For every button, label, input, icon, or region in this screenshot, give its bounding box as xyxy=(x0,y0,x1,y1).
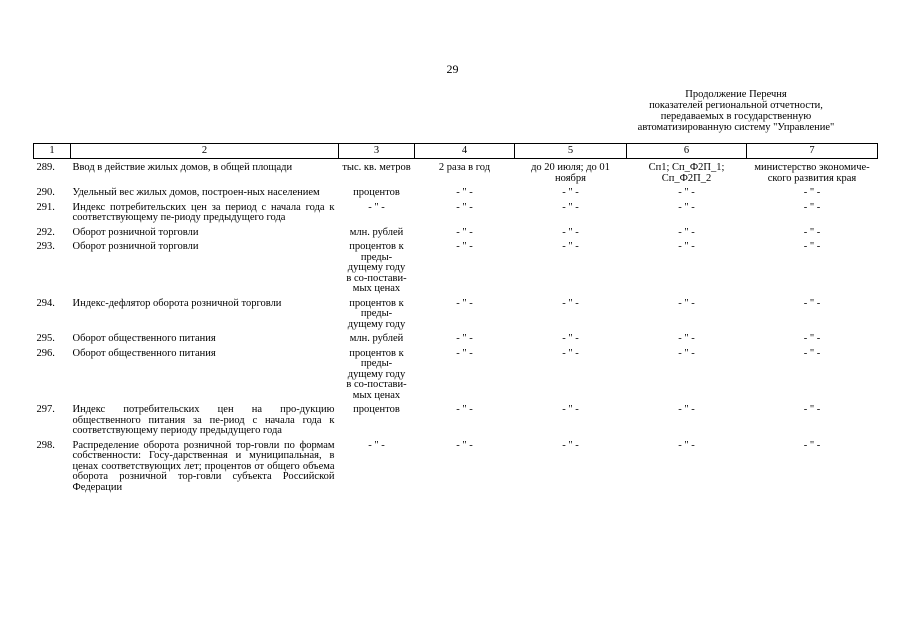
deadline: - " - xyxy=(562,187,579,198)
row-number: 292. xyxy=(36,226,55,238)
unit-of-measure: процентов к преды-дущему году в со-постави-мых ценах xyxy=(346,241,407,294)
continuation-line: показателей региональной отчетности, xyxy=(649,100,823,111)
deadline: - " - xyxy=(562,404,579,415)
recipient: - " - xyxy=(803,333,821,344)
report-form: - " - xyxy=(678,439,695,451)
table-row xyxy=(34,238,878,295)
deadline: - " - xyxy=(562,241,579,252)
column-header: 5 xyxy=(515,144,627,159)
column-header: 7 xyxy=(747,144,878,159)
row-number: 293. xyxy=(36,241,55,252)
deadline: до 20 июля; до 01 ноября xyxy=(531,162,610,184)
recipient: - " - xyxy=(803,404,821,415)
frequency: - " - xyxy=(456,297,473,309)
table-row xyxy=(34,345,878,402)
deadline: - " - xyxy=(562,201,579,213)
report-form: - " - xyxy=(678,404,695,415)
continuation-line: автоматизированную систему "Управление" xyxy=(637,122,835,133)
indicator-name: Оборот общественного питания xyxy=(72,333,216,344)
table-row xyxy=(34,159,878,185)
unit-of-measure: тыс. кв. метров xyxy=(342,162,411,173)
unit-of-measure: - " - xyxy=(368,201,385,213)
unit-of-measure: процентов xyxy=(353,404,400,415)
recipient: - " - xyxy=(803,187,821,198)
report-form: Сп1; Сп_Ф2П_1; Сп_Ф2П_2 xyxy=(648,162,725,184)
report-form: - " - xyxy=(678,226,695,238)
deadline: - " - xyxy=(562,297,579,309)
column-header: 6 xyxy=(627,144,747,159)
recipient: министерство экономиче-ского развития края xyxy=(754,162,870,184)
recipient: - " - xyxy=(803,201,821,213)
table-row xyxy=(34,184,878,199)
continuation-heading xyxy=(606,89,866,133)
recipient: - " - xyxy=(803,347,821,359)
continuation-title: Продолжение Перечня xyxy=(685,89,787,100)
recipient: - " - xyxy=(803,297,821,309)
report-form: - " - xyxy=(678,333,695,344)
frequency: - " - xyxy=(456,241,473,252)
unit-of-measure: - " - xyxy=(368,439,385,451)
table-row xyxy=(34,199,878,224)
unit-of-measure: млн. рублей xyxy=(349,226,404,238)
report-form: - " - xyxy=(678,297,695,309)
column-header: 3 xyxy=(339,144,415,159)
indicator-name: Индекс-дефлятор оборота розничной торговли xyxy=(72,297,282,309)
indicator-name: Удельный вес жилых домов, построен-ных населением xyxy=(72,187,320,198)
indicators-table xyxy=(33,143,878,493)
deadline: - " - xyxy=(562,226,579,238)
indicator-name: Ввод в действие жилых домов, в общей площади xyxy=(72,162,293,173)
deadline: - " - xyxy=(562,347,579,359)
page-number: 29 xyxy=(446,62,459,76)
frequency: - " - xyxy=(456,226,473,238)
report-form: - " - xyxy=(678,201,695,213)
frequency: - " - xyxy=(456,333,473,344)
frequency: 2 раза в год xyxy=(438,162,491,173)
frequency: - " - xyxy=(456,439,473,451)
unit-of-measure: процентов к преды-дущему году xyxy=(347,297,406,330)
row-number: 295. xyxy=(36,333,55,344)
column-header: 1 xyxy=(34,144,71,159)
frequency: - " - xyxy=(456,201,473,213)
unit-of-measure: процентов xyxy=(353,187,400,198)
table-row xyxy=(34,295,878,331)
row-number: 297. xyxy=(36,404,55,415)
table-row xyxy=(34,437,878,494)
indicator-name: Оборот розничной торговли xyxy=(72,226,199,238)
row-number: 291. xyxy=(36,201,55,213)
table-row xyxy=(34,330,878,345)
indicator-name: Распределение оборота розничной тор-говли по формам собственности: Госу-дарственная и муниципальная, в ценах соответствующих лет; процентов от общего объема оборота розничной тор-говли субъекта Российской Федерации xyxy=(72,439,335,493)
row-number: 294. xyxy=(36,297,55,309)
column-header: 2 xyxy=(71,144,339,159)
deadline: - " - xyxy=(562,439,579,451)
indicator-name: Оборот общественного питания xyxy=(72,347,216,359)
recipient: - " - xyxy=(803,226,821,238)
deadline: - " - xyxy=(562,333,579,344)
continuation-line: передаваемых в государственную xyxy=(660,111,812,122)
row-number: 298. xyxy=(36,439,55,451)
column-header: 4 xyxy=(415,144,515,159)
row-number: 290. xyxy=(36,187,55,198)
row-number: 296. xyxy=(36,347,55,359)
unit-of-measure: млн. рублей xyxy=(349,333,404,344)
unit-of-measure: процентов к преды-дущему году в со-постави-мых ценах xyxy=(346,347,407,401)
frequency: - " - xyxy=(456,187,473,198)
table-header-row xyxy=(34,144,878,159)
table-row xyxy=(34,224,878,239)
indicator-name: Индекс потребительских цен на про-дукцию общественного питания за пе-риод с начала года к соответствующему периоду предыдущего года xyxy=(72,404,335,436)
row-number: 289. xyxy=(36,162,55,173)
recipient: - " - xyxy=(803,439,821,451)
recipient: - " - xyxy=(803,241,821,252)
frequency: - " - xyxy=(456,347,473,359)
table-row xyxy=(34,401,878,437)
report-form: - " - xyxy=(678,187,695,198)
report-form: - " - xyxy=(678,241,695,252)
indicator-name: Индекс потребительских цен за период с начала года к соответствующему пе-риоду предыдущего года xyxy=(72,201,335,223)
report-form: - " - xyxy=(678,347,695,359)
indicator-name: Оборот розничной торговли xyxy=(72,241,199,252)
frequency: - " - xyxy=(456,404,473,415)
